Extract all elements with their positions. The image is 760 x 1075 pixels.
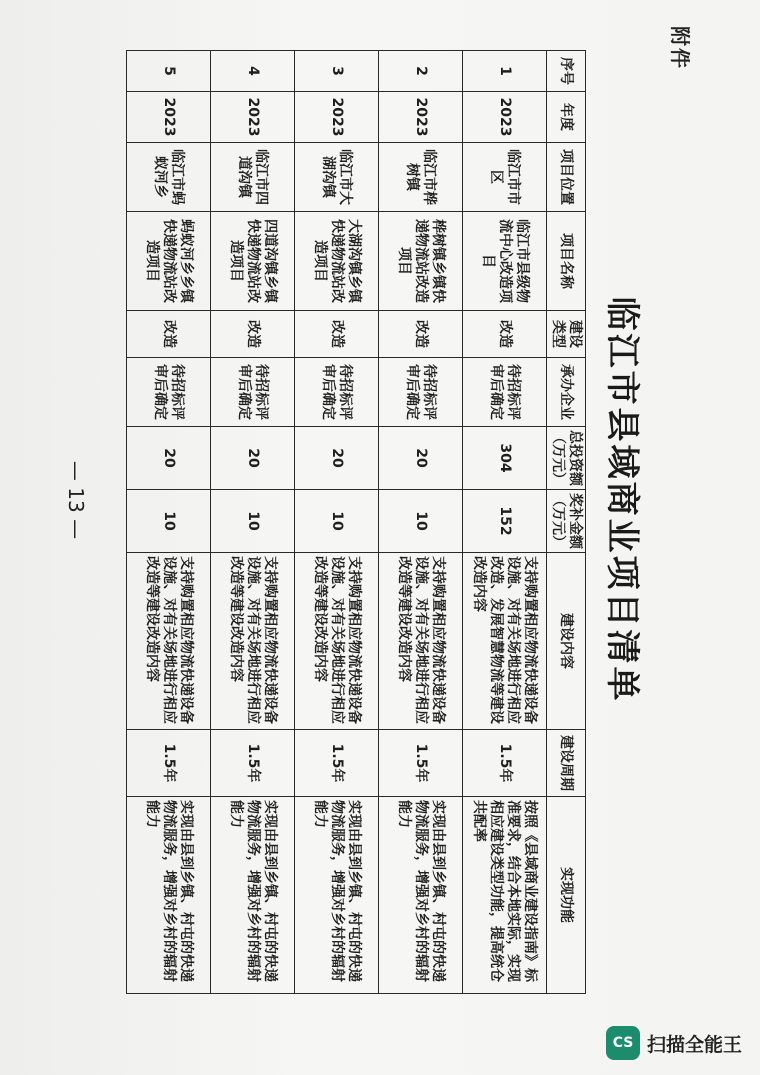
cell-period: 1.5年 (127, 730, 211, 797)
cell-period: 1.5年 (211, 730, 295, 797)
cell-location: 临江市蚂蚁河乡 (127, 143, 211, 212)
cell-type: 改造 (379, 311, 463, 358)
cell-function: 实现由县到乡镇、村屯的快递物流服务，增强对乡村的辐射能力 (211, 797, 295, 994)
cell-year: 2023 (463, 92, 547, 143)
header-period: 建设周期 (547, 730, 586, 797)
cell-subsidy: 10 (295, 490, 379, 553)
cs-logo-icon: CS (606, 1026, 640, 1060)
cell-period: 1.5年 (295, 730, 379, 797)
cell-no: 2 (379, 51, 463, 92)
header-name: 项目名称 (547, 212, 586, 311)
cell-year: 2023 (295, 92, 379, 143)
attachment-label: 附件 (668, 26, 692, 70)
cell-company: 待招标评审后确定 (211, 358, 295, 427)
cell-name: 桦树镇乡镇快递物流站改造项目 (379, 212, 463, 311)
cell-name: 蚂蚁河乡乡镇快递物流站改造项目 (127, 212, 211, 311)
cell-location: 临江市四道沟镇 (211, 143, 295, 212)
cell-content: 支持购置相应物流快递设备设施、对有关场地进行相应改造等建设改造内容 (211, 553, 295, 730)
cell-content: 支持购置相应物流快递设备设施、对有关场地进行相应改造、发展智慧物流等建设改造内容 (463, 553, 547, 730)
page-number: — 13 — (64, 460, 88, 540)
cell-subsidy: 10 (379, 490, 463, 553)
header-subsidy: 奖补金额（万元） (547, 490, 586, 553)
table-row (127, 51, 211, 994)
project-table (126, 50, 586, 994)
cell-location: 临江市市区 (463, 143, 547, 212)
cell-no: 3 (295, 51, 379, 92)
cell-name: 大湖沟镇乡镇快递物流站改造项目 (295, 212, 379, 311)
cell-invest: 304 (463, 427, 547, 490)
watermark-text: 扫描全能王 (647, 1033, 743, 1056)
header-year: 年度 (547, 92, 586, 143)
cell-invest: 20 (211, 427, 295, 490)
cell-name: 临江市县级物流中心改造项目 (463, 212, 547, 311)
cell-function: 实现由县到乡镇、村屯的快递物流服务，增强对乡村的辐射能力 (127, 797, 211, 994)
header-type: 建设类型 (547, 311, 586, 358)
cell-content: 支持购置相应物流快递设备设施、对有关场地进行相应改造等建设改造内容 (379, 553, 463, 730)
cell-company: 待招标评审后确定 (463, 358, 547, 427)
cell-no: 1 (463, 51, 547, 92)
cell-year: 2023 (211, 92, 295, 143)
cell-no: 4 (211, 51, 295, 92)
cell-type: 改造 (295, 311, 379, 358)
document-title: 临江市县域商业项目清单 (602, 296, 642, 704)
table-row (379, 51, 463, 994)
scanner-watermark (606, 1026, 742, 1060)
cell-subsidy: 10 (211, 490, 295, 553)
header-location: 项目位置 (547, 143, 586, 212)
cell-function: 实现由县到乡镇、村屯的快递物流服务，增强对乡村的辐射能力 (379, 797, 463, 994)
cell-subsidy: 10 (127, 490, 211, 553)
cell-subsidy: 152 (463, 490, 547, 553)
header-invest: 总投资额（万元） (547, 427, 586, 490)
cell-name: 四道沟镇乡镇快递物流站改造项目 (211, 212, 295, 311)
table-row (295, 51, 379, 994)
cell-year: 2023 (127, 92, 211, 143)
header-content: 建设内容 (547, 553, 586, 730)
cell-invest: 20 (379, 427, 463, 490)
cell-content: 支持购置相应物流快递设备设施、对有关场地进行相应改造等建设改造内容 (127, 553, 211, 730)
table-row (211, 51, 295, 994)
cell-type: 改造 (127, 311, 211, 358)
cell-type: 改造 (463, 311, 547, 358)
cell-period: 1.5年 (463, 730, 547, 797)
cell-location: 临江市大湖沟镇 (295, 143, 379, 212)
cell-content: 支持购置相应物流快递设备设施、对有关场地进行相应改造等建设改造内容 (295, 553, 379, 730)
table-row (463, 51, 547, 994)
header-no: 序号 (547, 51, 586, 92)
cell-company: 待招标评审后确定 (379, 358, 463, 427)
cell-company: 待招标评审后确定 (127, 358, 211, 427)
table-header-row (547, 51, 586, 994)
cell-no: 5 (127, 51, 211, 92)
cell-invest: 20 (127, 427, 211, 490)
cell-function: 实现由县到乡镇、村屯的快递物流服务，增强对乡村的辐射能力 (295, 797, 379, 994)
cell-period: 1.5年 (379, 730, 463, 797)
cell-type: 改造 (211, 311, 295, 358)
header-company: 承办企业 (547, 358, 586, 427)
header-function: 实现功能 (547, 797, 586, 994)
rotated-document (60, 0, 700, 1000)
cell-invest: 20 (295, 427, 379, 490)
cell-year: 2023 (379, 92, 463, 143)
cell-function: 按照《县域商业建设指南》标准要求，结合本地实际，实现相应建设类型功能，提高统仓共配率 (463, 797, 547, 994)
cell-company: 待招标评审后确定 (295, 358, 379, 427)
cell-location: 临江市桦树镇 (379, 143, 463, 212)
